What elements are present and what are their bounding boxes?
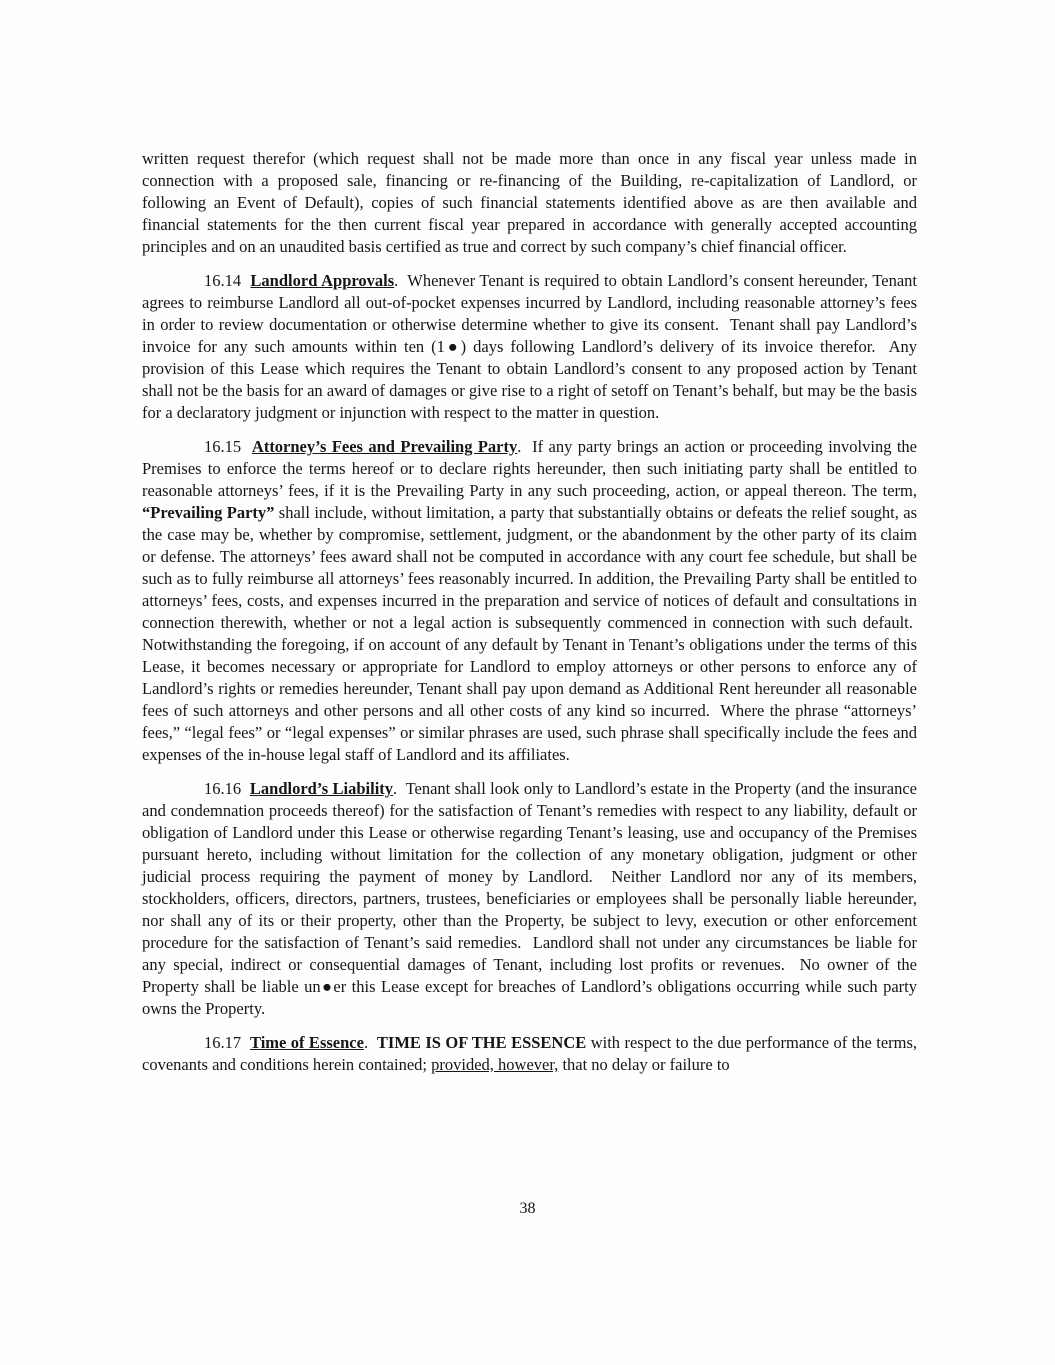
page-content: [142, 148, 917, 1088]
section-heading: Landlord Approvals: [250, 271, 395, 290]
text-segment: .: [363, 1033, 377, 1052]
text-segment: . Whenever Tenant is required to obtain Landlord’s consent hereunder, Tenant agrees to reimburse Landlord all out-of-pocket expenses incurred by Landlord, including reasonable attorney’s fees in order to review documentation or otherwise determine whether to give its consent. Tenant shall pay Landlord’s invoice for any such amounts within ten (1●) days following Landlord’s delivery of its invoice therefor. Any provision of this Lease which requires the Tenant to obtain Landlord’s consent to any proposed action by Tenant shall not be the basis for an award of damages or give rise to a right of setoff on Tenant’s behalf, but may be the basis for a declaratory judgment or injunction with respect to the matter in question.: [142, 271, 917, 422]
section-16-14-landlord-approvals: [142, 270, 917, 424]
section-16-16-landlords-liability: [142, 778, 917, 1020]
text-segment: written request therefor (which request shall not be made more than once in any fiscal year unless made in connection with a proposed sale, financing or re-financing of the Building, re-capitalization of Landlord, or following an Event of Default), copies of such financial statements identified above as are then available and financial statements for the then current fiscal year prepared in accordance with generally accepted accounting principles and on an unaudited basis certified as true and correct by such company’s chief financial officer.: [142, 149, 917, 256]
page-number: 38: [519, 1200, 536, 1217]
text-segment: that no delay or failure to: [558, 1055, 730, 1074]
text-segment: with respect to the due performance of the terms, covenants and conditions herein contained;: [142, 1033, 918, 1074]
text-segment: TIME IS OF THE ESSENCE: [376, 1033, 587, 1052]
text-segment: “Prevailing Party”: [142, 503, 275, 522]
text-segment: 16.16: [204, 779, 250, 798]
text-segment: 16.17: [204, 1033, 250, 1052]
section-16-15-attorneys-fees: [142, 436, 917, 766]
section-heading: Time of Essence: [249, 1033, 364, 1052]
text-segment: . Tenant shall look only to Landlord’s estate in the Property (and the insurance and condemnation proceeds thereof) for the satisfaction of Tenant’s remedies with respect to any liability, default or obligation of Landlord under this Lease or otherwise regarding Tenant’s leasing, use and occupancy of the Premises pursuant hereto, including without limitation for the collection of any monetary obligation, judgment or other judicial process requiring the payment of money by Landlord. Neither Landlord nor any of its members, stockholders, officers, directors, partners, trustees, beneficiaries or employees shall be personally liable hereunder, nor shall any of its or their property, other than the Property, be subject to levy, execution or other enforcement procedure for the satisfaction of Tenant’s said remedies. Landlord shall not under any circumstances be liable for any special, indirect or consequential damages of Tenant, including lost profits or revenues. No owner of the Property shall be liable un●er this Lease except for breaches of Landlord’s obligations occurring while such party owns the Property.: [142, 779, 918, 1018]
section-16-17-time-of-essence: [142, 1032, 917, 1076]
text-segment: provided, however,: [431, 1055, 559, 1074]
section-heading: Landlord’s Liability: [249, 779, 394, 798]
continuation-paragraph: [142, 148, 917, 258]
text-segment: 16.14: [204, 271, 251, 290]
section-heading: Attorney’s Fees and Prevailing Party: [251, 437, 518, 456]
text-segment: shall include, without limitation, a party that substantially obtains or defeats the relief sought, as the case may be, whether by compromise, settlement, judgment, or the abandonment by the other party of its claim or defense. The attorneys’ fees award shall not be computed in accordance with any court fee schedule, but shall be such as to fully reimburse all attorneys’ fees reasonably incurred. In addition, the Prevailing Party shall be entitled to attorneys’ fees, costs, and expenses incurred in the preparation and service of notices of default and consultations in connection therewith, whether or not a legal action is subsequently commenced in connection with such default. Notwithstanding the foregoing, if on account of any default by Tenant in Tenant’s obligations under the terms of this Lease, it becomes necessary or appropriate for Landlord to employ attorneys or other persons to enforce any of Landlord’s rights or remedies hereunder, Tenant shall pay upon demand as Additional Rent hereunder all reasonable fees of such attorneys and other persons and all other costs of any kind so incurred. Where the phrase “attorneys’ fees,” “legal fees” or “legal expenses” or similar phrases are used, such phrase shall specifically include the fees and expenses of the in-house legal staff of Landlord and its affiliates.: [142, 503, 917, 764]
text-segment: 16.15: [204, 437, 252, 456]
text-segment: . If any party brings an action or proceeding involving the Premises to enforce the terms hereof or to declare rights hereunder, then such initiating party shall be entitled to reasonable attorneys’ fees, if it is the Prevailing Party in any such proceeding, action, or appeal thereon. The term,: [142, 437, 917, 500]
